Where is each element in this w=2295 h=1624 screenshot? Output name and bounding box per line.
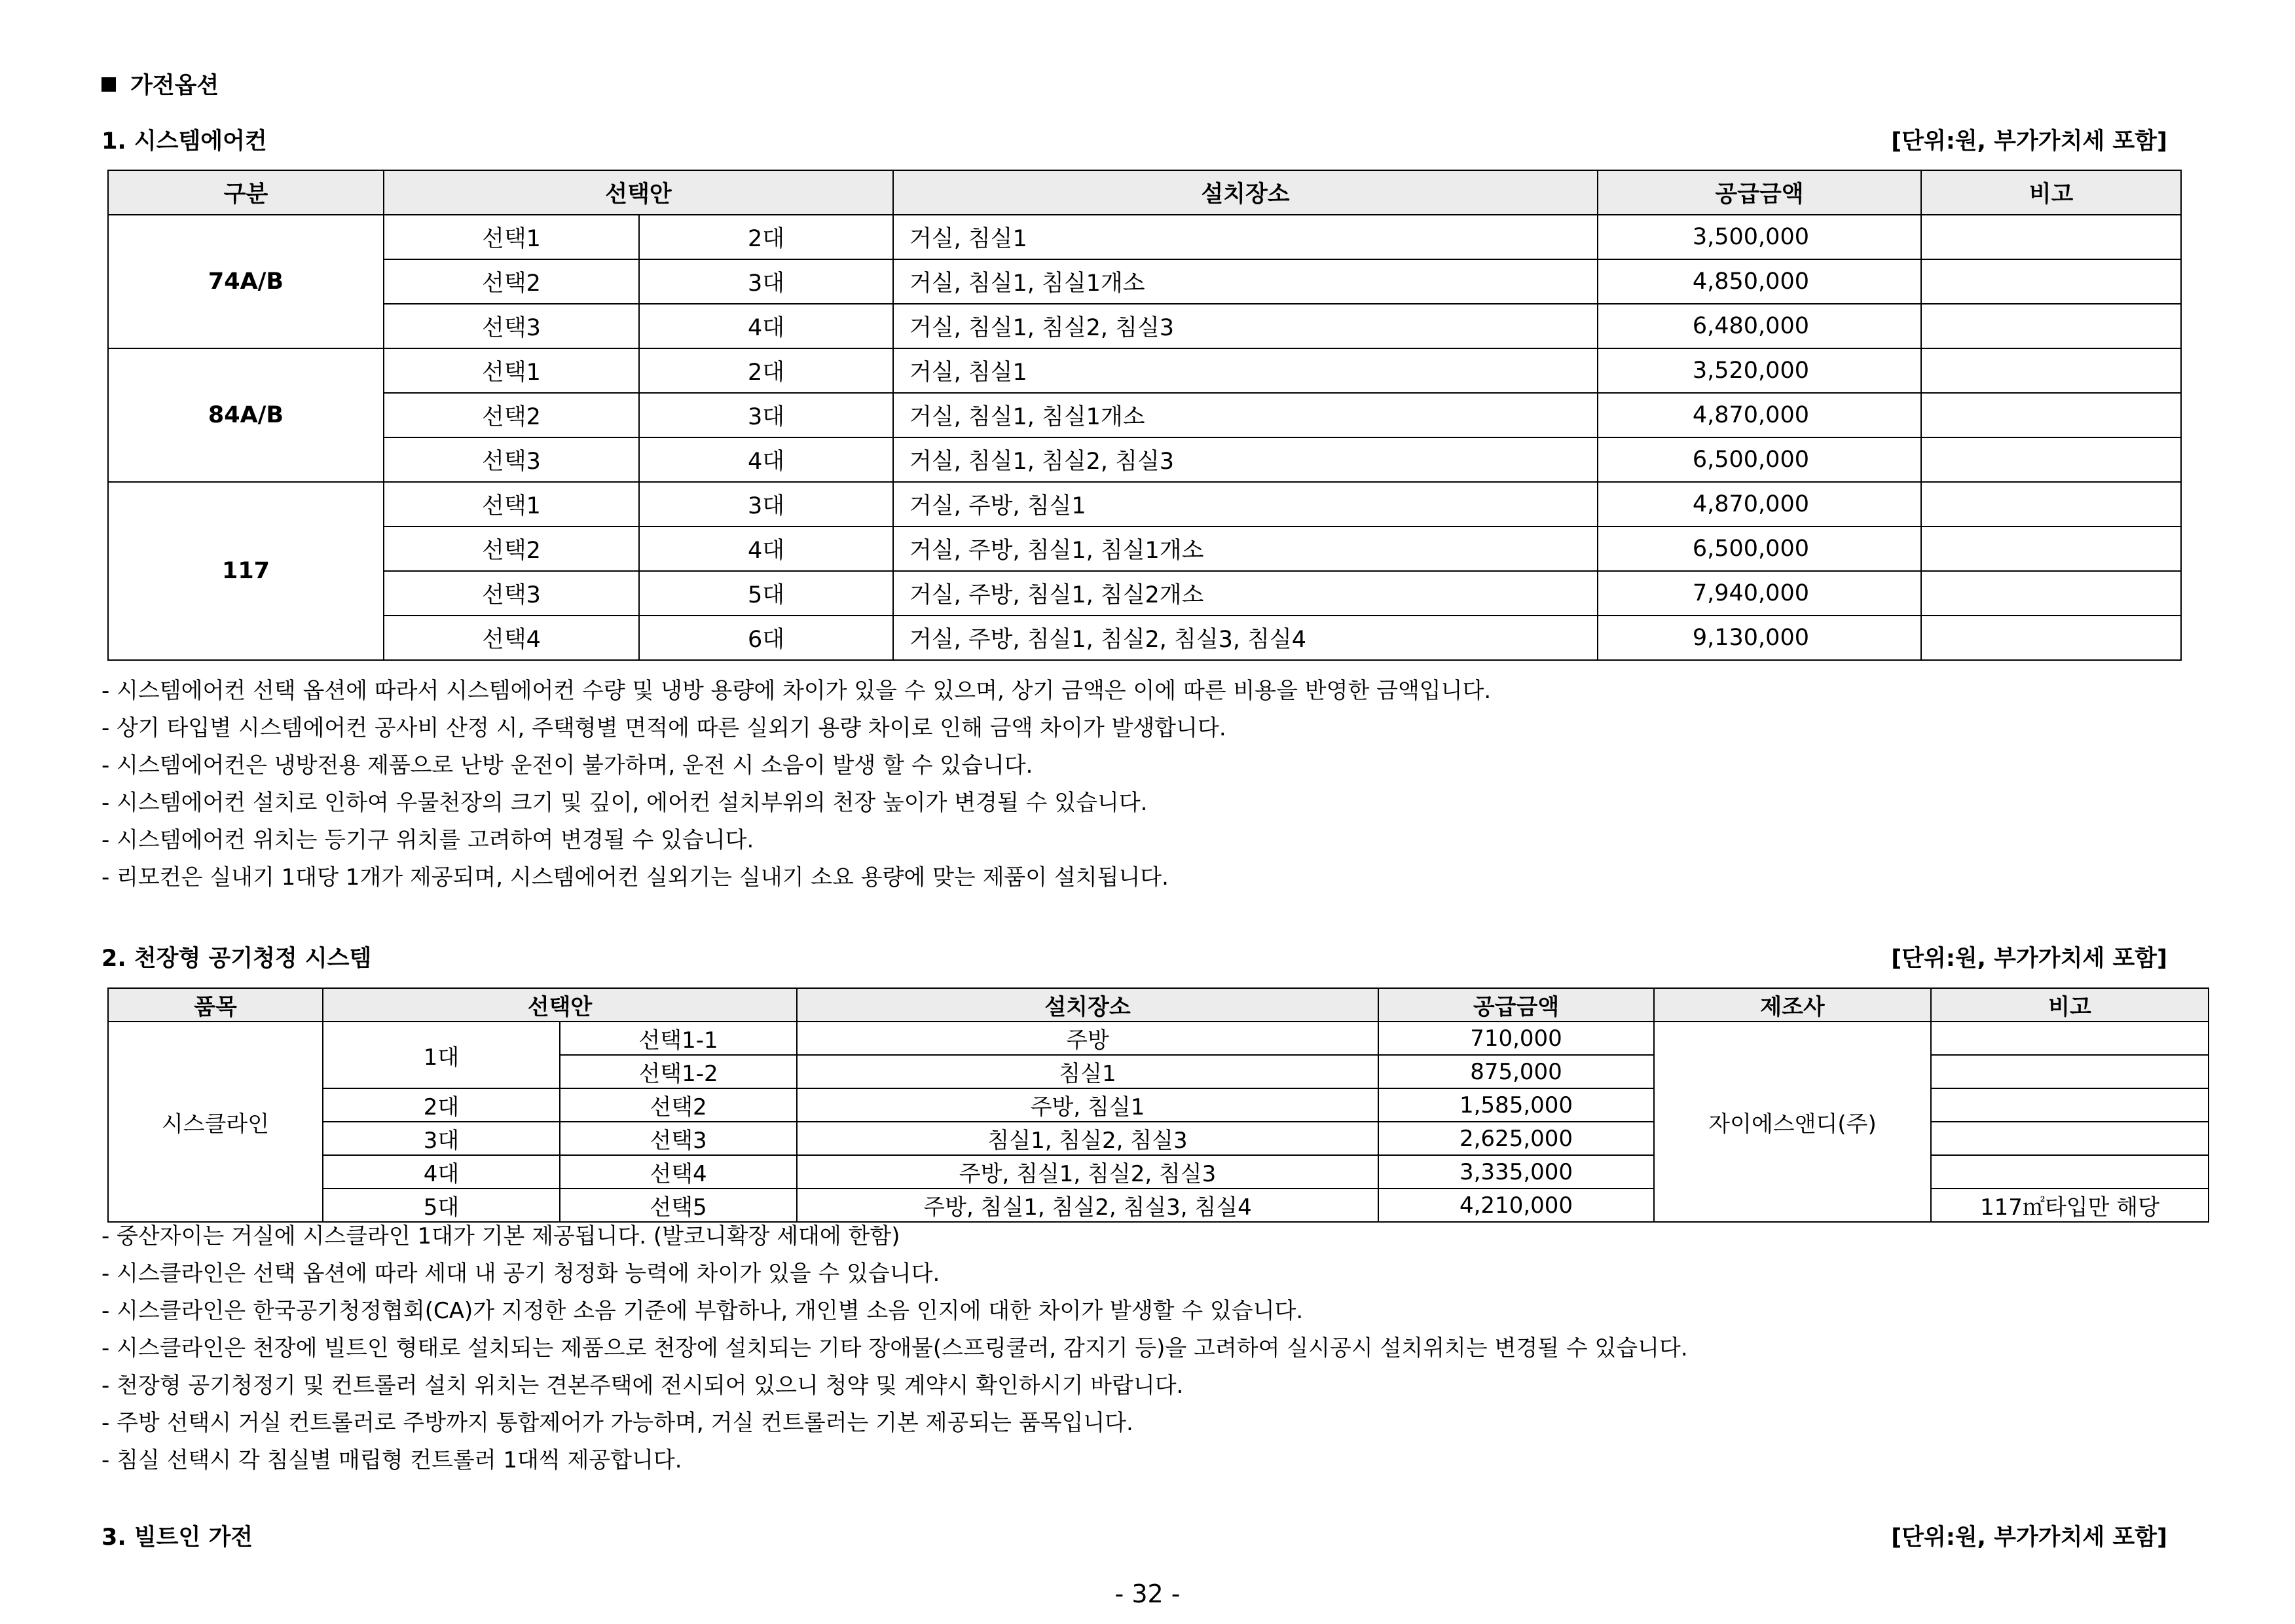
header-price: 공급금액 [1598, 170, 1921, 215]
note-cell [1931, 1022, 2209, 1055]
option-cell: 선택2 [384, 526, 639, 571]
quantity-cell: 5대 [323, 1189, 560, 1222]
header-item: 품목 [108, 988, 323, 1022]
place-cell: 침실1, 침실2, 침실3 [797, 1122, 1378, 1155]
header-price: 공급금액 [1378, 988, 1654, 1022]
section-heading-text: 가전옵션 [130, 73, 219, 99]
price-cell: 1,585,000 [1378, 1088, 1654, 1122]
note-cell: 117㎡타입만 해당 [1931, 1189, 2209, 1222]
place-cell: 주방, 침실1, 침실2, 침실3 [797, 1155, 1378, 1189]
item-cell: 시스클라인 [108, 1022, 323, 1222]
option-cell: 선택2 [384, 393, 639, 437]
unit-type-cell: 117 [108, 482, 384, 660]
note-line: - 천장형 공기청정기 및 컨트롤러 설치 위치는 견본주택에 전시되어 있으니 청약 및 계약시 확인하시기 바랍니다. [101, 1373, 1184, 1399]
table-row [108, 437, 2181, 482]
place-cell: 거실, 침실1, 침실2, 침실3 [893, 437, 1598, 482]
table-header-row [108, 170, 2181, 215]
note-line: - 주방 선택시 거실 컨트롤러로 주방까지 통합제어가 가능하며, 거실 컨트롤러는 기본 제공되는 품목입니다. [101, 1410, 1133, 1436]
option-cell: 선택4 [560, 1155, 797, 1189]
air-purifier-table-body [108, 1022, 2209, 1222]
table-row [108, 1022, 2209, 1055]
note-cell [1921, 437, 2181, 482]
quantity-cell: 1대 [323, 1022, 560, 1088]
table-row [108, 348, 2181, 393]
square-bullet-icon [101, 77, 116, 92]
quantity-cell: 3대 [639, 482, 893, 526]
place-cell: 주방, 침실1, 침실2, 침실3, 침실4 [797, 1189, 1378, 1222]
note-line: - 시스템에어컨 설치로 인하여 우물천장의 크기 및 깊이, 에어컨 설치부위의 천장 높이가 변경될 수 있습니다. [101, 790, 1148, 816]
table-header-row [108, 988, 2209, 1022]
note-line: - 리모컨은 실내기 1대당 1개가 제공되며, 시스템에어컨 실외기는 실내기 소요 용량에 맞는 제품이 설치됩니다. [101, 864, 1169, 891]
option-cell: 선택2 [560, 1088, 797, 1122]
header-option: 선택안 [323, 988, 797, 1022]
note-cell [1921, 304, 2181, 348]
place-cell: 거실, 침실1, 침실1개소 [893, 393, 1598, 437]
note-cell [1921, 348, 2181, 393]
place-cell: 거실, 주방, 침실1 [893, 482, 1598, 526]
option-cell: 선택3 [560, 1122, 797, 1155]
option-cell: 선택5 [560, 1189, 797, 1222]
header-note: 비고 [1931, 988, 2209, 1022]
quantity-cell: 2대 [639, 348, 893, 393]
s1-title: 1. 시스템에어컨 [101, 128, 267, 155]
s2-notes [101, 1218, 1688, 1479]
price-cell: 6,480,000 [1598, 304, 1921, 348]
air-purifier-table [107, 987, 2209, 1223]
s3-unit-label: [단위:원, 부가가치세 포함] [1891, 1524, 2167, 1551]
note-cell [1921, 215, 2181, 259]
note-cell [1921, 526, 2181, 571]
place-cell: 거실, 주방, 침실1, 침실2, 침실3, 침실4 [893, 616, 1598, 660]
note-line: - 시스클라인은 선택 옵션에 따라 세대 내 공기 청정화 능력에 차이가 있을 수 있습니다. [101, 1261, 940, 1287]
header-note: 비고 [1921, 170, 2181, 215]
note-line: - 시스클라인은 천장에 빌트인 형태로 설치되는 제품으로 천장에 설치되는 기타 장애물(스프링쿨러, 감지기 등)을 고려하여 실시공시 설치위치는 변경될 수 있습니다. [101, 1335, 1688, 1361]
unit-type-cell: 84A/B [108, 348, 384, 482]
note-cell [1921, 571, 2181, 616]
price-cell: 3,520,000 [1598, 348, 1921, 393]
option-cell: 선택1-1 [560, 1022, 797, 1055]
table-row [108, 571, 2181, 616]
note-cell [1931, 1122, 2209, 1155]
table-row [108, 215, 2181, 259]
header-maker: 제조사 [1654, 988, 1931, 1022]
s1-notes [101, 673, 1491, 896]
quantity-cell: 4대 [639, 437, 893, 482]
price-cell: 4,210,000 [1378, 1189, 1654, 1222]
quantity-cell: 6대 [639, 616, 893, 660]
table-row [108, 393, 2181, 437]
price-cell: 4,850,000 [1598, 259, 1921, 304]
table-row [108, 304, 2181, 348]
page-number: - 32 - [1114, 1579, 1181, 1608]
place-cell: 거실, 침실1, 침실2, 침실3 [893, 304, 1598, 348]
header-option: 선택안 [384, 170, 893, 215]
note-line: - 시스템에어컨 선택 옵션에 따라서 시스템에어컨 수량 및 냉방 용량에 차이가 있을 수 있으며, 상기 금액은 이에 따른 비용을 반영한 금액입니다. [101, 678, 1492, 704]
place-cell: 거실, 침실1 [893, 348, 1598, 393]
quantity-cell: 4대 [639, 526, 893, 571]
price-cell: 6,500,000 [1598, 437, 1921, 482]
price-cell: 6,500,000 [1598, 526, 1921, 571]
note-cell [1921, 482, 2181, 526]
note-cell [1921, 393, 2181, 437]
price-cell: 875,000 [1378, 1055, 1654, 1088]
quantity-cell: 2대 [639, 215, 893, 259]
option-cell: 선택1 [384, 348, 639, 393]
place-cell: 주방 [797, 1022, 1378, 1055]
price-cell: 4,870,000 [1598, 482, 1921, 526]
place-cell: 거실, 침실1, 침실1개소 [893, 259, 1598, 304]
price-cell: 9,130,000 [1598, 616, 1921, 660]
table-row [108, 526, 2181, 571]
place-cell: 거실, 주방, 침실1, 침실2개소 [893, 571, 1598, 616]
place-cell: 거실, 주방, 침실1, 침실1개소 [893, 526, 1598, 571]
note-cell [1921, 616, 2181, 660]
header-place: 설치장소 [893, 170, 1598, 215]
s2-unit-label: [단위:원, 부가가치세 포함] [1891, 946, 2167, 972]
s1-unit-label: [단위:원, 부가가치세 포함] [1891, 128, 2167, 155]
price-cell: 2,625,000 [1378, 1122, 1654, 1155]
quantity-cell: 2대 [323, 1088, 560, 1122]
note-line: - 상기 타입별 시스템에어컨 공사비 산정 시, 주택형별 면적에 따른 실외기 용량 차이로 인해 금액 차이가 발생합니다. [101, 715, 1226, 741]
table-row [108, 259, 2181, 304]
place-cell: 침실1 [797, 1055, 1378, 1088]
option-cell: 선택1 [384, 482, 639, 526]
aircon-table-body [108, 215, 2181, 660]
option-cell: 선택2 [384, 259, 639, 304]
quantity-cell: 4대 [323, 1155, 560, 1189]
note-cell [1931, 1088, 2209, 1122]
option-cell: 선택3 [384, 571, 639, 616]
note-cell [1931, 1055, 2209, 1088]
aircon-table [107, 170, 2182, 661]
price-cell: 710,000 [1378, 1022, 1654, 1055]
price-cell: 3,500,000 [1598, 215, 1921, 259]
quantity-cell: 3대 [639, 393, 893, 437]
quantity-cell: 5대 [639, 571, 893, 616]
place-cell: 주방, 침실1 [797, 1088, 1378, 1122]
option-cell: 선택1-2 [560, 1055, 797, 1088]
note-cell [1921, 259, 2181, 304]
price-cell: 3,335,000 [1378, 1155, 1654, 1189]
note-line: - 시스클라인은 한국공기청정협회(CA)가 지정한 소음 기준에 부합하나, 개인별 소음 인지에 대한 차이가 발생할 수 있습니다. [101, 1298, 1304, 1324]
header-place: 설치장소 [797, 988, 1378, 1022]
place-cell: 거실, 침실1 [893, 215, 1598, 259]
table-row [108, 616, 2181, 660]
price-cell: 4,870,000 [1598, 393, 1921, 437]
note-line: - 중산자이는 거실에 시스클라인 1대가 기본 제공됩니다. (발코니확장 세대에 한함) [101, 1223, 900, 1249]
option-cell: 선택1 [384, 215, 639, 259]
table-row [108, 482, 2181, 526]
quantity-cell: 4대 [639, 304, 893, 348]
s2-title: 2. 천장형 공기청정 시스템 [101, 946, 372, 972]
price-cell: 7,940,000 [1598, 571, 1921, 616]
option-cell: 선택4 [384, 616, 639, 660]
note-cell [1931, 1155, 2209, 1189]
option-cell: 선택3 [384, 437, 639, 482]
note-line: - 시스템에어컨은 냉방전용 제품으로 난방 운전이 불가하며, 운전 시 소음이 발생 할 수 있습니다. [101, 752, 1033, 779]
option-cell: 선택3 [384, 304, 639, 348]
maker-cell: 자이에스앤디(주) [1654, 1022, 1931, 1222]
section-heading [101, 67, 219, 100]
quantity-cell: 3대 [323, 1122, 560, 1155]
quantity-cell: 3대 [639, 259, 893, 304]
note-line: - 침실 선택시 각 침실별 매립형 컨트롤러 1대씩 제공합니다. [101, 1447, 682, 1473]
unit-type-cell: 74A/B [108, 215, 384, 348]
s3-title: 3. 빌트인 가전 [101, 1524, 253, 1551]
header-type: 구분 [108, 170, 384, 215]
note-line: - 시스템에어컨 위치는 등기구 위치를 고려하여 변경될 수 있습니다. [101, 827, 754, 853]
